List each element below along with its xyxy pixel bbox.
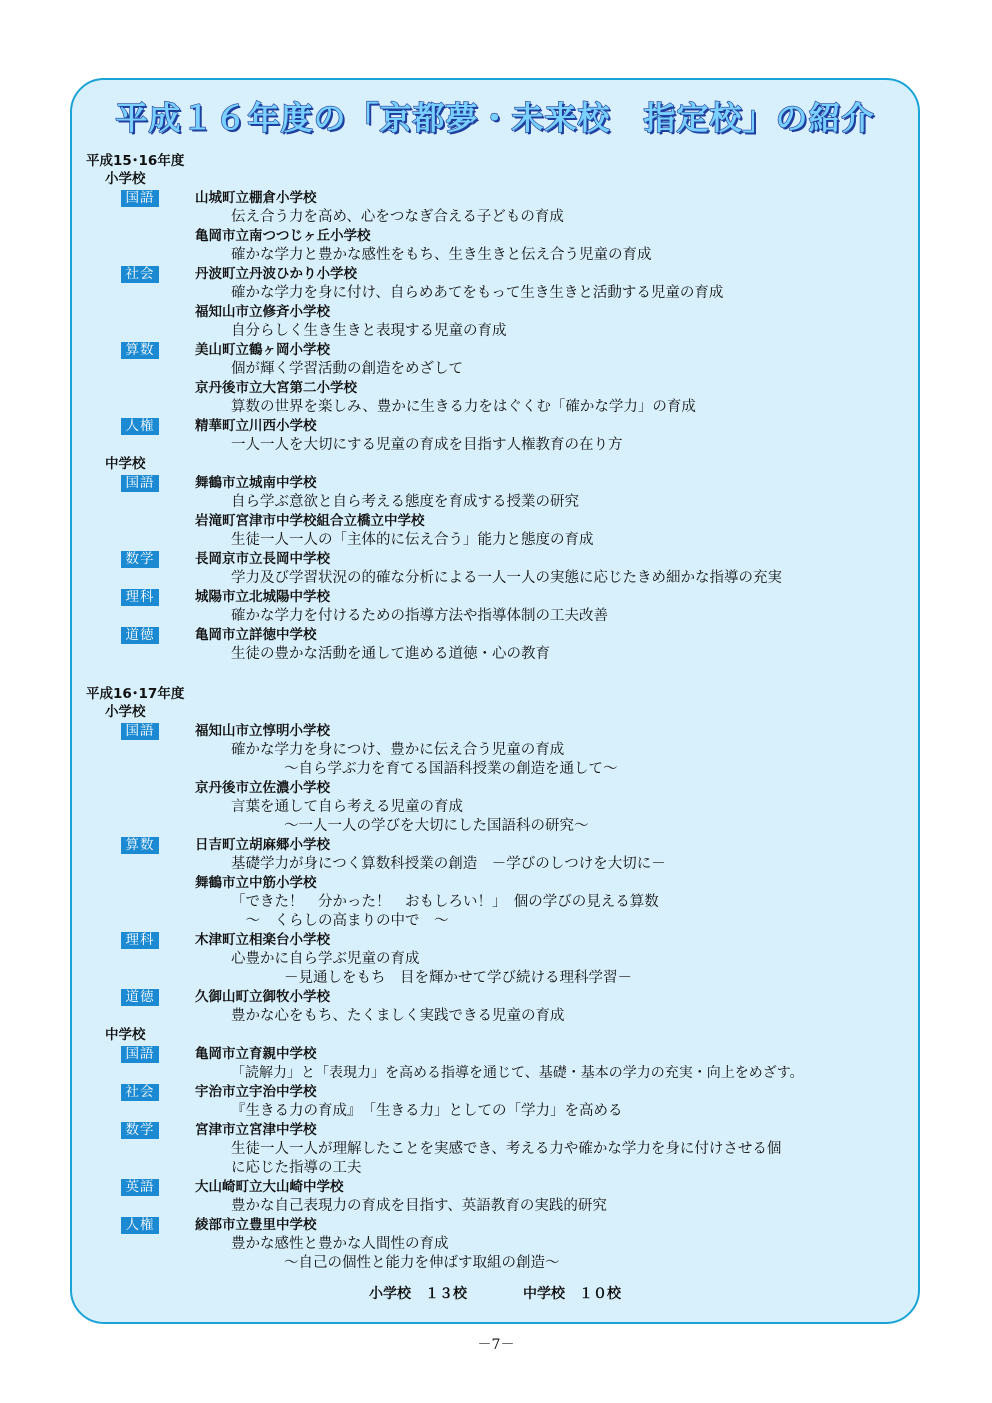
- school-entry: [86, 988, 916, 1026]
- school-name: 福知山市立修斉小学校: [195, 304, 330, 320]
- school-name: 城陽市立北城陽中学校: [195, 589, 330, 605]
- subject-badge: 社会: [121, 1084, 159, 1101]
- research-theme: 伝え合う力を高め、心をつなぎ合える子どもの育成: [231, 209, 564, 225]
- research-theme: 自分らしく生き生きと表現する児童の育成: [231, 323, 507, 339]
- period-heading: 平成16･17年度: [86, 686, 185, 702]
- research-theme: 確かな学力を身につけ、豊かに伝え合う児童の育成: [231, 742, 565, 758]
- subject-badge: 算数: [121, 837, 159, 854]
- research-subtitle: ～自己の個性と能力を伸ばす取組の創造～: [284, 1255, 560, 1271]
- school-entry: [86, 379, 916, 417]
- subject-badge: 道徳: [121, 627, 159, 644]
- research-theme: 心豊かに自ら学ぶ児童の育成: [231, 951, 420, 967]
- school-entry: [86, 417, 916, 455]
- school-level-heading: 中学校: [105, 1027, 146, 1043]
- research-theme: 『生きる力の育成』 「生きる力」としての「学力」を高める: [231, 1103, 623, 1119]
- subject-badge: 数学: [121, 1122, 159, 1139]
- school-name: 丹波町立丹波ひかり小学校: [195, 266, 357, 282]
- school-entry: [86, 1045, 916, 1083]
- research-theme: 豊かな感性と豊かな人間性の育成: [231, 1236, 449, 1252]
- school-entry: [86, 931, 916, 988]
- school-name: 福知山市立惇明小学校: [195, 723, 330, 739]
- school-name: 綾部市立豊里中学校: [195, 1217, 317, 1233]
- research-theme: 生徒一人一人が理解したことを実感でき、考える力や確かな学力を身に付けさせる個: [231, 1141, 782, 1157]
- school-level-heading: 中学校: [105, 456, 146, 472]
- school-entry: [86, 189, 916, 227]
- school-name: 日吉町立胡麻郷小学校: [195, 837, 330, 853]
- research-subtitle: ～自ら学ぶ力を育てる国語科授業の創造を通して～: [284, 761, 618, 777]
- school-name: 宇治市立宇治中学校: [195, 1084, 317, 1100]
- school-entry: [86, 874, 916, 931]
- school-name: 舞鶴市立城南中学校: [195, 475, 317, 491]
- school-name: 京丹後市立大宮第二小学校: [195, 380, 357, 396]
- subject-badge: 人権: [121, 1217, 159, 1234]
- subject-badge: 国語: [121, 475, 159, 492]
- research-theme: 確かな学力を身に付け、自らめあてをもって生き生きと活動する児童の育成: [231, 285, 724, 301]
- school-name: 京丹後市立佐濃小学校: [195, 780, 330, 796]
- subject-badge: 国語: [121, 723, 159, 740]
- school-list: [86, 152, 916, 1273]
- totals: [70, 1283, 920, 1303]
- research-theme: 学力及び学習状況の的確な分析による一人一人の実態に応じたきめ細かな指導の充実: [231, 570, 782, 586]
- subject-badge: 算数: [121, 342, 159, 359]
- school-entry: [86, 836, 916, 874]
- section-gap: [86, 664, 916, 685]
- school-name: 山城町立棚倉小学校: [195, 190, 317, 206]
- school-name: 久御山町立御牧小学校: [195, 989, 330, 1005]
- school-entry: [86, 1178, 916, 1216]
- school-name: 亀岡市立詳徳中学校: [195, 627, 317, 643]
- research-theme: 自ら学ぶ意欲と自ら考える態度を育成する授業の研究: [231, 494, 579, 510]
- period-heading: 平成15･16年度: [86, 153, 185, 169]
- school-entry: [86, 265, 916, 303]
- research-theme: ～ くらしの高まりの中で ～: [231, 913, 449, 929]
- school-entry: [86, 227, 916, 265]
- subject-badge: 国語: [121, 1046, 159, 1063]
- school-name: 長岡京市立長岡中学校: [195, 551, 330, 567]
- research-subtitle: ～一人一人の学びを大切にした国語科の研究～: [284, 818, 589, 834]
- school-name: 精華町立川西小学校: [195, 418, 317, 434]
- school-entry: [86, 722, 916, 779]
- subject-badge: 国語: [121, 190, 159, 207]
- school-name: 宮津市立宮津中学校: [195, 1122, 317, 1138]
- school-name: 亀岡市立育親中学校: [195, 1046, 317, 1062]
- research-theme: 生徒の豊かな活動を通して進める道徳・心の教育: [231, 646, 550, 662]
- school-name: 岩滝町宮津市中学校組合立橋立中学校: [195, 513, 425, 529]
- school-level-heading: 小学校: [105, 704, 146, 720]
- school-entry: [86, 512, 916, 550]
- school-level-heading: 小学校: [105, 171, 146, 187]
- school-entry: [86, 341, 916, 379]
- school-name: 木津町立相楽台小学校: [195, 932, 330, 948]
- research-theme: 確かな学力を付けるための指導方法や指導体制の工夫改善: [231, 608, 608, 624]
- school-entry: [86, 474, 916, 512]
- research-subtitle: －見通しをもち 目を輝かせて学び続ける理科学習－: [284, 970, 632, 986]
- school-entry: [86, 303, 916, 341]
- school-name: 美山町立鶴ヶ岡小学校: [195, 342, 330, 358]
- subject-badge: 社会: [121, 266, 159, 283]
- subject-badge: 英語: [121, 1179, 159, 1196]
- school-entry: [86, 626, 916, 664]
- school-entry: [86, 1216, 916, 1273]
- junior-total: 中学校 １０校: [523, 1286, 621, 1302]
- research-theme: 個が輝く学習活動の創造をめざして: [231, 361, 463, 377]
- page-title: 平成１６年度の「京都夢・未来校 指定校」の紹介: [115, 99, 875, 137]
- research-theme: 一人一人を大切にする児童の育成を目指す人権教育の在り方: [231, 437, 623, 453]
- research-theme: に応じた指導の工夫: [231, 1160, 362, 1176]
- school-entry: [86, 1083, 916, 1121]
- research-theme: 言葉を通して自ら考える児童の育成: [231, 799, 463, 815]
- elementary-total: 小学校 １３校: [369, 1286, 467, 1302]
- school-entry: [86, 588, 916, 626]
- subject-badge: 人権: [121, 418, 159, 435]
- subject-badge: 数学: [121, 551, 159, 568]
- subject-badge: 理科: [121, 589, 159, 606]
- school-name: 亀岡市立南つつじヶ丘小学校: [195, 228, 371, 244]
- school-name: 大山崎町立大山崎中学校: [195, 1179, 344, 1195]
- research-theme: 「できた！ 分かった！ おもしろい！」 個の学びの見える算数: [231, 894, 659, 910]
- subject-badge: 理科: [121, 932, 159, 949]
- research-theme: 算数の世界を楽しみ、豊かに生きる力をはぐくむ「確かな学力」の育成: [231, 399, 696, 415]
- research-theme: 確かな学力と豊かな感性をもち、生き生きと伝え合う児童の育成: [231, 247, 652, 263]
- school-name: 舞鶴市立中筋小学校: [195, 875, 317, 891]
- page-number: －7－: [477, 1337, 515, 1353]
- research-theme: 「読解力」と「表現力」を高める指導を通じて、基礎・基本の学力の充実・向上をめざす。: [231, 1065, 804, 1081]
- research-theme: 生徒一人一人の「主体的に伝え合う」能力と態度の育成: [231, 532, 594, 548]
- school-entry: [86, 779, 916, 836]
- school-entry: [86, 550, 916, 588]
- subject-badge: 道徳: [121, 989, 159, 1006]
- research-theme: 豊かな自己表現力の育成を目指す、英語教育の実践的研究: [231, 1198, 607, 1214]
- research-theme: 豊かな心をもち、たくましく実践できる児童の育成: [231, 1008, 565, 1024]
- school-entry: [86, 1121, 916, 1178]
- research-theme: 基礎学力が身につく算数科授業の創造 －学びのしつけを大切に－: [231, 856, 666, 872]
